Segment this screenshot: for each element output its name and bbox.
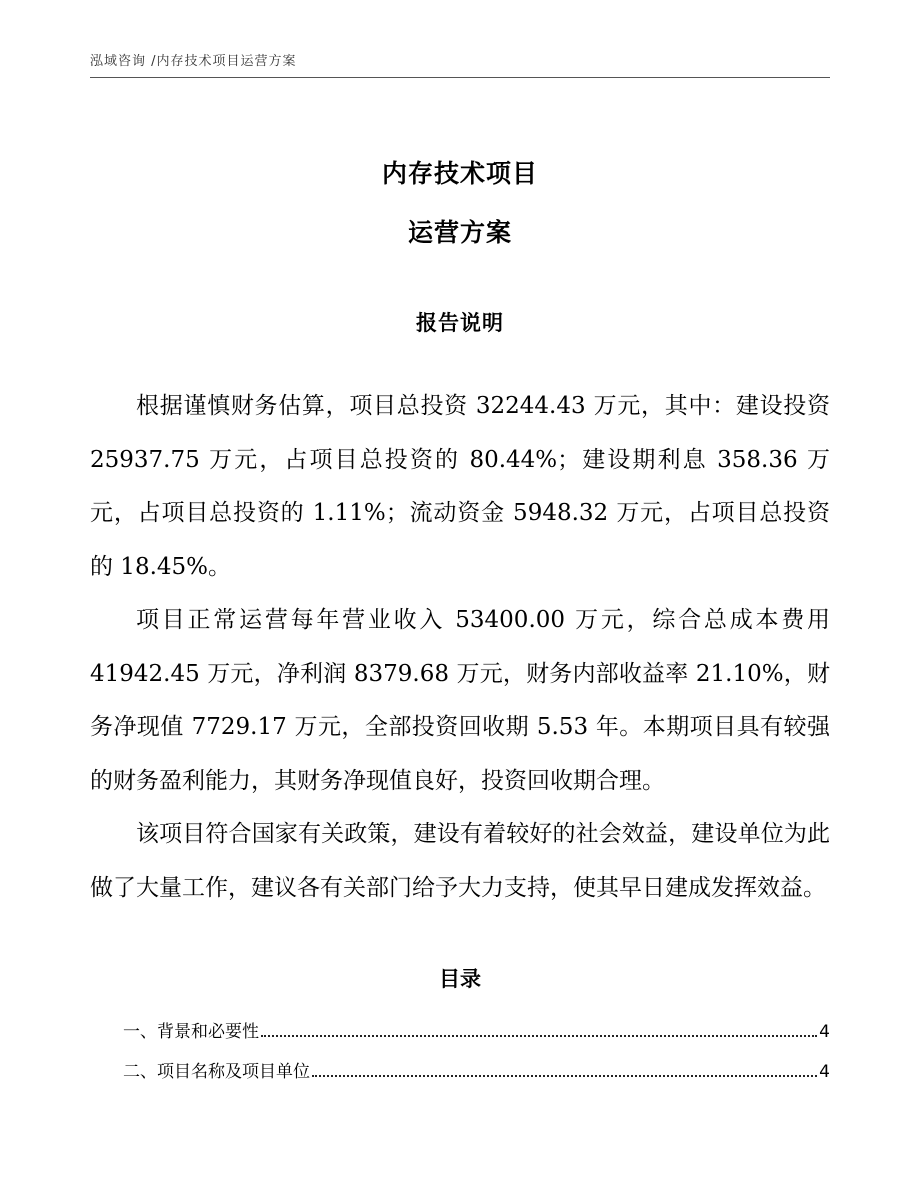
toc-entry-page: 4: [819, 1062, 830, 1082]
toc-dot-leader: [312, 1075, 817, 1077]
toc-title: 目录: [439, 967, 481, 991]
table-of-contents: [123, 1017, 830, 1097]
paragraph-policy: 该项目符合国家有关政策，建设有着较好的社会效益，建设单位为此做了大量工作，建议各有关部门给予大力支持，使其早日建成发挥效益。: [90, 821, 830, 901]
header-divider: [90, 77, 830, 78]
toc-entry-page: 4: [819, 1022, 830, 1042]
section-heading: 报告说明: [416, 311, 504, 335]
document-title-line-2: 运营方案: [407, 218, 512, 247]
toc-entry-number: 二、: [123, 1062, 157, 1082]
toc-entry[interactable]: [123, 1017, 830, 1057]
toc-entry-label: 项目名称及项目单位: [157, 1062, 310, 1082]
document-title-line-1: 内存技术项目: [381, 159, 538, 188]
toc-entry-number: 一、: [123, 1022, 157, 1042]
paragraph-investment: 根据谨慎财务估算，项目总投资 32244.43 万元，其中：建设投资 25937.75 万元，占项目总投资的 80.44%；建设期利息 358.36 万元，占项目总投资的 1.11%；流动资金 5948.32 万元，占项目总投资的 18.45%。: [90, 393, 830, 580]
toc-entry-label: 背景和必要性: [157, 1022, 259, 1042]
report-body: [90, 380, 830, 915]
toc-entry[interactable]: [123, 1057, 830, 1097]
paragraph-revenue: 项目正常运营每年营业收入 53400.00 万元，综合总成本费用 41942.45 万元，净利润 8379.68 万元，财务内部收益率 21.10%，财务净现值 7729.17 万元，全部投资回收期 5.53 年。本期项目具有较强的财务盈利能力，其财务净现值良好，投资回收期合理。: [90, 607, 830, 794]
page-header: 泓域咨询 /内存技术项目运营方案: [90, 54, 297, 69]
toc-dot-leader: [261, 1035, 817, 1037]
